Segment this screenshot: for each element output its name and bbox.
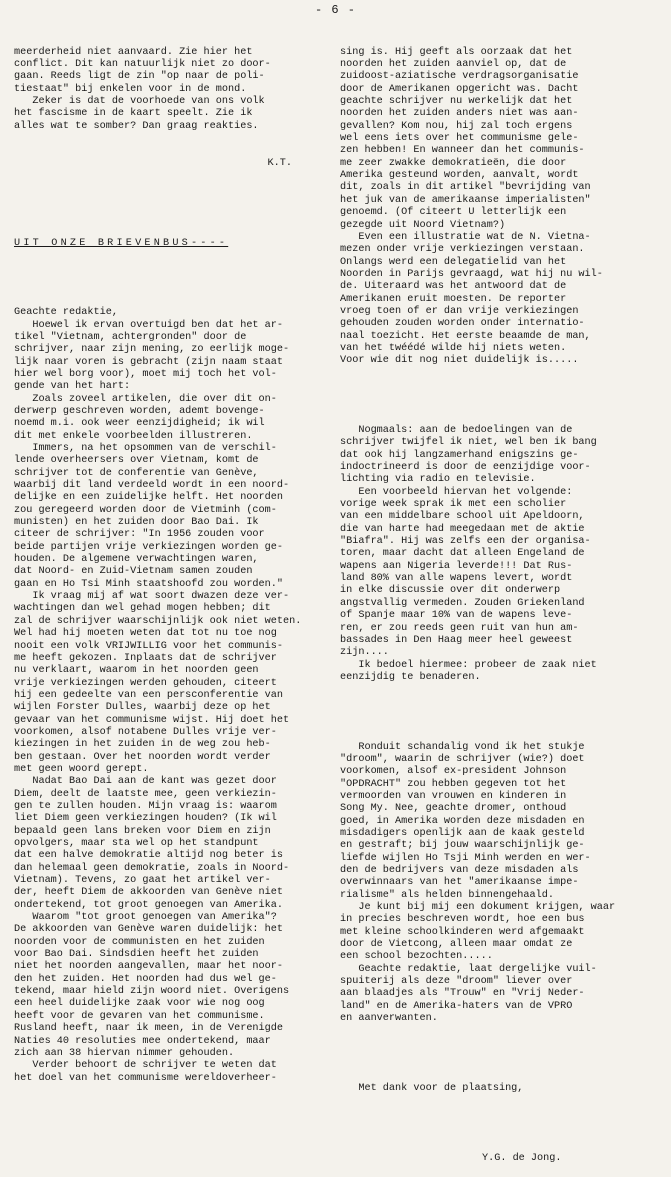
- letter-continuation: [340, 47, 664, 368]
- text-line: "Biafra". Hij was zelfs een der organisa-: [340, 536, 591, 548]
- text-line: Wel had hij moeten weten dat tot nu toe nog: [14, 628, 277, 640]
- text-line: spuiterij als deze "droom" liever over: [340, 976, 573, 988]
- text-line: gevaar van het communisme wijst. Hij doet het: [14, 714, 290, 726]
- text-line: dat ook hij langzamerhand enigszins ge-: [340, 449, 579, 461]
- text-line: bepaald geen lans breken voor Diem en zijn: [14, 825, 271, 837]
- text-line: naal toezicht. Het eerste beaamde de man,: [340, 330, 591, 342]
- text-line: van het twéédé wilde hij niets weten.: [340, 342, 567, 354]
- closing-line: Met dank voor de plaatsing,: [340, 1082, 524, 1094]
- signature: Y.G. de Jong.: [482, 1152, 562, 1164]
- text-line: voorkomen, alsof notabene Dulles vrije ver-: [14, 726, 277, 738]
- text-line: met geen woord gerept.: [14, 763, 149, 775]
- text-line: door de Vietcong, alleen maar omdat ze: [340, 939, 573, 951]
- text-line: Ronduit schandalig vond ik het stukje: [340, 741, 585, 753]
- text-line: heeft voor de gevaren van het communisme.: [14, 1010, 265, 1022]
- text-line: ren, er zou reeds geen ruit van hun am-: [340, 622, 579, 634]
- text-line: dat een halve demokratie altijd nog beter is: [14, 850, 283, 862]
- text-line: noorden voor de communisten en het zuiden: [14, 936, 265, 948]
- text-line: nu verklaart, waarom in het noorden geen: [14, 665, 259, 677]
- text-line: Je kunt bij mij een dokument krijgen, waar: [340, 902, 616, 914]
- text-line: schrijver tot de conferentie van Genève,: [14, 467, 259, 479]
- text-line: hier wel borg voor), moet mij toch het vol-: [14, 368, 277, 380]
- text-line: Even een illustratie wat de N. Vietna-: [340, 231, 591, 243]
- text-line: Diem, deelt de laatste mee, geen verkiezin-: [14, 788, 277, 800]
- page-number: - 6 -: [314, 3, 356, 17]
- text-line: Naties 40 resoluties mee ondertekend, maar: [14, 1035, 271, 1047]
- text-line: mezen onder vrije verkiezingen verstaan.: [340, 244, 585, 256]
- text-line: den het zuiden. Het noorden had dus wel ge-: [14, 973, 277, 985]
- text-line: Zeker is dat de voorhoede van ons volk: [14, 96, 265, 108]
- text-line: De akkoorden van Genève waren duidelijk: het: [14, 924, 283, 936]
- text-line: gaan. Reeds ligt de zin "op naar de poli-: [14, 71, 265, 83]
- text-line: schrijver twijfel ik niet, wel ben ik bang: [340, 437, 597, 449]
- text-line: liefde wijlen Ho Tsji Minh werden en wer-: [340, 852, 591, 864]
- text-line: Zoals zoveel artikelen, die over dit on-: [14, 393, 277, 405]
- text-line: "OPDRACHT" zou hebben gegeven tot het: [340, 778, 567, 790]
- text-line: Amerikanen eruit moesten. De reporter: [340, 293, 567, 305]
- text-line: land" en de Amerika-haters van de VPRO: [340, 1000, 573, 1012]
- text-line: sing is. Hij geeft als oorzaak dat het: [340, 46, 573, 58]
- text-line: meerderheid niet aanvaard. Zie hier het: [14, 46, 253, 58]
- text-line: zen hebben! En wanneer dan het communis-: [340, 145, 585, 157]
- text-line: der, heeft Diem de akkoorden van Genève niet: [14, 887, 283, 899]
- text-line: hij een gedeelte van een persconferentie van: [14, 689, 283, 701]
- text-line: kiezingen in het zuiden in de weg zou heb-: [14, 739, 271, 751]
- text-line: gaan en Ho Tsi Minh staatshoofd zou worden.": [14, 578, 283, 590]
- text-line: Song My. Nee, geachte dromer, onthoud: [340, 803, 567, 815]
- text-line: het fascisme in de kaart speelt. Zie ik: [14, 108, 253, 120]
- text-line: lichting via radio en televisie.: [340, 474, 536, 486]
- text-line: Voor wie dit nog niet duidelijk is.....: [340, 355, 579, 367]
- text-line: Onlangs werd een delegatielid van het: [340, 256, 567, 268]
- text-line: eenzijdig te benaderen.: [340, 671, 481, 683]
- text-line: Een voorbeeld hiervan het volgende:: [340, 486, 573, 498]
- text-line: het doel van het communisme wereldoverheer-: [14, 1072, 277, 1084]
- text-line: delijke en een zuidelijke helft. Het noorden: [14, 492, 283, 504]
- text-line: schrijver, naar zijn mening, zo eerlijk moge-: [14, 344, 290, 356]
- text-line: tekend, maar hield zijn woord niet. Overigens: [14, 986, 290, 998]
- text-line: gen te zullen houden. Mijn vraag is: waarom: [14, 800, 277, 812]
- text-line: en aanverwanten.: [340, 1013, 438, 1025]
- text-line: misdadigers openlijk aan de kaak gesteld: [340, 828, 585, 839]
- text-line: voor Bao Dai. Sindsdien heeft het zuiden: [14, 949, 259, 961]
- intro-paragraph: [14, 47, 336, 133]
- text-line: het juk van de amerikaanse imperialisten": [340, 194, 591, 206]
- letter-paragraph: [340, 742, 664, 1026]
- text-line: Hoewel ik ervan overtuigd ben dat het ar-: [14, 319, 283, 331]
- text-line: conflict. Dit kan natuurlijk niet zo door-: [14, 59, 271, 71]
- text-line: niet het noorden aangevallen, maar het noor-: [14, 961, 283, 973]
- text-line: "droom", waarin de schrijver (wie?) doet: [340, 753, 585, 765]
- text-line: wachtingen dan wel gehad mogen hebben; dit: [14, 603, 271, 615]
- text-line: ondertekend, tot groot genoegen van Amerika.: [14, 899, 283, 911]
- text-line: houden. De algemene verwachtingen waren,: [14, 554, 259, 566]
- text-line: vermoorden van vrouwen en kinderen in: [340, 790, 567, 802]
- text-line: zich aan 38 hiervan nimmer gehouden.: [14, 1047, 235, 1059]
- text-line: zou geregeerd worden door de Vietminh (com-: [14, 504, 277, 516]
- text-line: citeer de schrijver: "In 1956 zouden voor: [14, 529, 265, 541]
- text-line: wel eens iets over het communisme gele-: [340, 133, 579, 145]
- text-line: Ik vraag mij af wat soort dwazen deze ver-: [14, 591, 290, 603]
- text-line: vrije verkiezingen werden gehouden, citeert: [14, 677, 277, 689]
- text-line: gezegde uit Noord Vietnam?): [340, 219, 506, 231]
- left-column: [14, 22, 336, 1097]
- text-line: den de bedrijvers van deze misdaden als: [340, 865, 579, 877]
- text-line: tikel "Vietnam, achtergronden" door de: [14, 331, 247, 343]
- text-line: bassades in Den Haag meer heel geweest: [340, 634, 573, 646]
- text-line: dan helemaal geen demokratie, zoals in Noord-: [14, 862, 290, 874]
- text-line: liet Diem geen verkiezingen houden? (Ik wil: [14, 813, 277, 825]
- text-line: noorden het zuiden aanviel op, dat de: [340, 59, 567, 71]
- text-line: toren, maar dacht dat alleen Engeland de: [340, 548, 585, 560]
- text-line: Noorden in Parijs gevraagd, wat hij nu wil-: [340, 268, 603, 280]
- text-line: met kleine schoolkinderen werd afgemaakt: [340, 926, 585, 938]
- text-line: Amerika gesteund worden, aanvalt, wordt: [340, 170, 579, 182]
- text-line: Geachte redaktie, laat dergelijke vuil-: [340, 963, 597, 975]
- text-line: aan blaadjes als "Trouw" en "Vrij Neder-: [340, 988, 585, 1000]
- text-line: waarbij dit land verdeeld wordt in een noord-: [14, 480, 290, 492]
- text-line: geachte schrijver nu werkelijk dat het: [340, 96, 573, 108]
- intro-signature: K.T.: [267, 157, 292, 169]
- section-heading: UIT ONZE BRIEVENBUS----: [14, 237, 229, 249]
- text-line: wapens aan Nigeria leverde!!! Dat Rus-: [340, 560, 573, 572]
- text-line: Verder behoort de schrijver te weten dat: [14, 1060, 277, 1072]
- text-line: Geachte redaktie,: [14, 307, 118, 319]
- text-line: zuidoost-aziatische verdragsorganisatie: [340, 71, 579, 83]
- text-line: in elke discussie over dit onderwerp: [340, 585, 561, 597]
- right-column: [340, 22, 664, 1177]
- text-line: noorden het zuiden anders niet was aan-: [340, 108, 579, 120]
- text-line: overwinnaars van het "amerikaanse impe-: [340, 877, 579, 889]
- text-line: gende van het hart:: [14, 381, 131, 393]
- text-line: angstvallig vermeden. Zouden Griekenland: [340, 597, 585, 609]
- text-line: gevallen? Kom nou, hij zal toch ergens: [340, 120, 573, 132]
- text-line: goed, in Amerika worden deze misdaden en: [340, 815, 585, 827]
- text-line: of Spanje maar 10% van de wapens leve-: [340, 610, 573, 622]
- text-line: genoemd. (Of citeert U letterlijk een: [340, 207, 567, 219]
- text-line: ben gestaan. Over het noorden wordt verder: [14, 751, 271, 763]
- text-line: rialisme" als helden binnengehaald.: [340, 889, 554, 901]
- text-line: me heeft gekozen. Inplaats dat de schrijver: [14, 652, 277, 664]
- text-line: door de Amerikanen opgericht was. Dacht: [340, 83, 579, 95]
- text-line: munisten) en het zuiden door Bao Dai. Ik: [14, 517, 259, 529]
- text-line: tiestaat" bij enkelen voor in de mond.: [14, 83, 247, 95]
- text-line: Vietnam). Tevens, zo gaat het artikel ver-: [14, 875, 271, 887]
- text-line: Ik bedoel hiermee: probeer de zaak niet: [340, 659, 597, 671]
- text-line: nooit een volk VRIJWILLIG voor het communis-: [14, 640, 283, 652]
- text-line: noemd m.i. ook weer eenzijdigheid; ik wil: [14, 418, 265, 430]
- text-line: derwerp geschreven worden, ademt bovenge-: [14, 405, 265, 417]
- text-line: in precies beschreven wordt, hoe een bus: [340, 914, 585, 926]
- text-line: Immers, na het opsommen van de verschil-: [14, 443, 277, 454]
- text-line: land 80% van alle wapens levert, wordt: [340, 573, 573, 585]
- text-line: van een middelbare school uit Apeldoorn,: [340, 511, 585, 523]
- text-line: gehouden zouden worden onder internatio-: [340, 318, 585, 330]
- text-line: lijk naar voren is gebracht (zijn naam staat: [14, 356, 283, 368]
- text-line: me zeer zwakke demokratieën, die door: [340, 157, 567, 169]
- text-line: een school bezochten.....: [340, 951, 493, 963]
- text-line: voorkomen, alsof ex-president Johnson: [340, 766, 567, 778]
- text-line: lende overheersers over Vietnam, komt de: [14, 455, 259, 467]
- text-line: dit, zoals in dit artikel "bevrijding van: [340, 182, 591, 194]
- text-line: Rusland heeft, naar ik meen, in de Verenigde: [14, 1023, 283, 1035]
- text-line: zijn....: [340, 647, 389, 659]
- text-line: en gestraft; bij jouw waarschijnlijk ge-: [340, 840, 585, 852]
- text-line: Nadat Bao Dai aan de kant was gezet door: [14, 776, 277, 788]
- letter-body: [14, 307, 336, 1085]
- text-line: alles wat te somber? Dan graag reakties.: [14, 120, 259, 132]
- text-line: Nogmaals: aan de bedoelingen van de: [340, 425, 573, 436]
- text-line: dit met enkele voorbeelden illustreren.: [14, 430, 253, 442]
- text-line: de. Uiteraard was het antwoord dat de: [340, 281, 567, 293]
- text-line: dat Noord- en Zuid-Vietnam samen zouden: [14, 566, 253, 578]
- text-line: opvolgers, maar sta wel op het standpunt: [14, 838, 259, 849]
- text-line: die van harte had meegedaan met de aktie: [340, 523, 585, 535]
- text-line: wijlen Forster Dulles, waarbij deze op het: [14, 702, 271, 714]
- text-line: vorige week sprak ik met een scholier: [340, 499, 567, 511]
- text-line: zal de schrijver waarschijnlijk ook niet weten.: [14, 615, 302, 627]
- text-line: beide partijen vrije verkiezingen worden ge-: [14, 541, 283, 553]
- letter-paragraph: [340, 425, 664, 684]
- text-line: indoctrineerd is door de eenzijdige voor-: [340, 462, 591, 474]
- text-line: vroeg toen of er dan vrije verkiezingen: [340, 305, 579, 317]
- text-line: een heel duidelijke zaak voor wie nog oog: [14, 998, 265, 1010]
- text-line: Waarom "tot groot genoegen van Amerika"?: [14, 912, 277, 924]
